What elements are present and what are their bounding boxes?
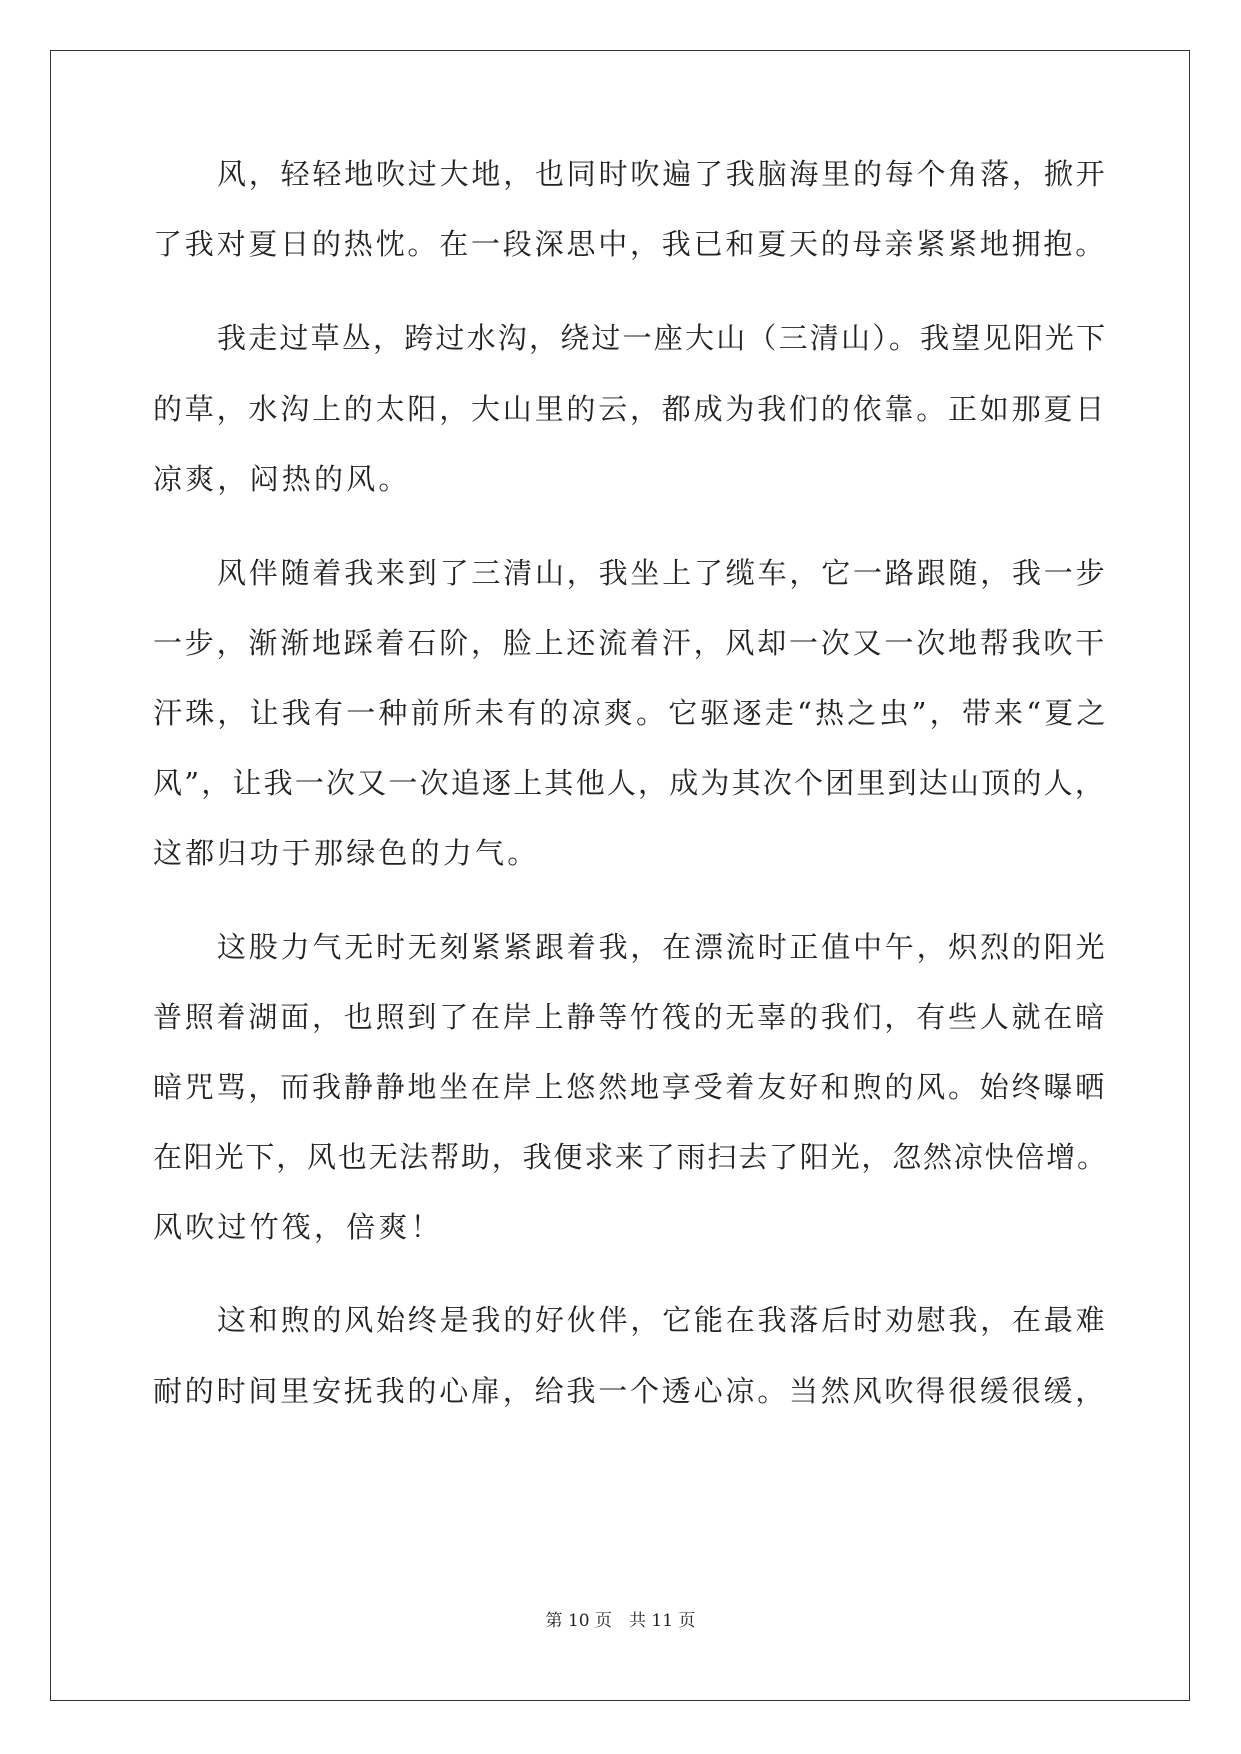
text-line: 风，轻轻地吹过大地，也同时吹遍了我脑海里的每个角落，掀开 bbox=[217, 157, 1108, 191]
text-line: 这和煦的风始终是我的好伙伴，它能在我落后时劝慰我，在最难 bbox=[217, 1303, 1108, 1337]
text-line: 耐的时间里安抚我的心扉，给我一个透心凉。当然风吹得很缓很缓， bbox=[153, 1374, 1108, 1408]
text-line: 凉爽，闷热的风。 bbox=[153, 462, 411, 496]
text-line: 风吹过竹筏，倍爽！ bbox=[153, 1210, 443, 1244]
text-line: 风伴随着我来到了三清山，我坐上了缆车，它一路跟随，我一步 bbox=[217, 556, 1108, 590]
text-line: 的草，水沟上的太阳，大山里的云，都成为我们的依靠。正如那夏日 bbox=[153, 392, 1108, 426]
text-line: 我走过草丛，跨过水沟，绕过一座大山（三清山）。我望见阳光下 bbox=[217, 321, 1108, 355]
text-line: 了我对夏日的热忱。在一段深思中，我已和夏天的母亲紧紧地拥抱。 bbox=[153, 227, 1108, 261]
text-line: 一步，渐渐地踩着石阶，脸上还流着汗，风却一次又一次地帮我吹干 bbox=[153, 626, 1108, 660]
text-line: 普照着湖面，也照到了在岸上静等竹筏的无辜的我们，有些人就在暗 bbox=[153, 1000, 1108, 1034]
page-number-footer: 第 10 页 共 11 页 bbox=[545, 1611, 696, 1631]
text-line: 这都归功于那绿色的力气。 bbox=[153, 836, 540, 870]
text-line: 风”，让我一次又一次追逐上其他人，成为其次个团里到达山顶的人， bbox=[153, 766, 1107, 800]
text-line: 这股力气无时无刻紧紧跟着我，在漂流时正值中午，炽烈的阳光 bbox=[217, 930, 1108, 964]
page-border bbox=[50, 50, 1190, 1701]
text-line: 暗咒骂，而我静静地坐在岸上悠然地享受着友好和煦的风。始终曝晒 bbox=[153, 1070, 1108, 1104]
text-line: 在阳光下，风也无法帮助，我便求来了雨扫去了阳光，忽然凉快倍增。 bbox=[153, 1140, 1108, 1174]
text-line: 汗珠，让我有一种前所未有的凉爽。它驱逐走“热之虫”，带来“夏之 bbox=[153, 696, 1109, 730]
